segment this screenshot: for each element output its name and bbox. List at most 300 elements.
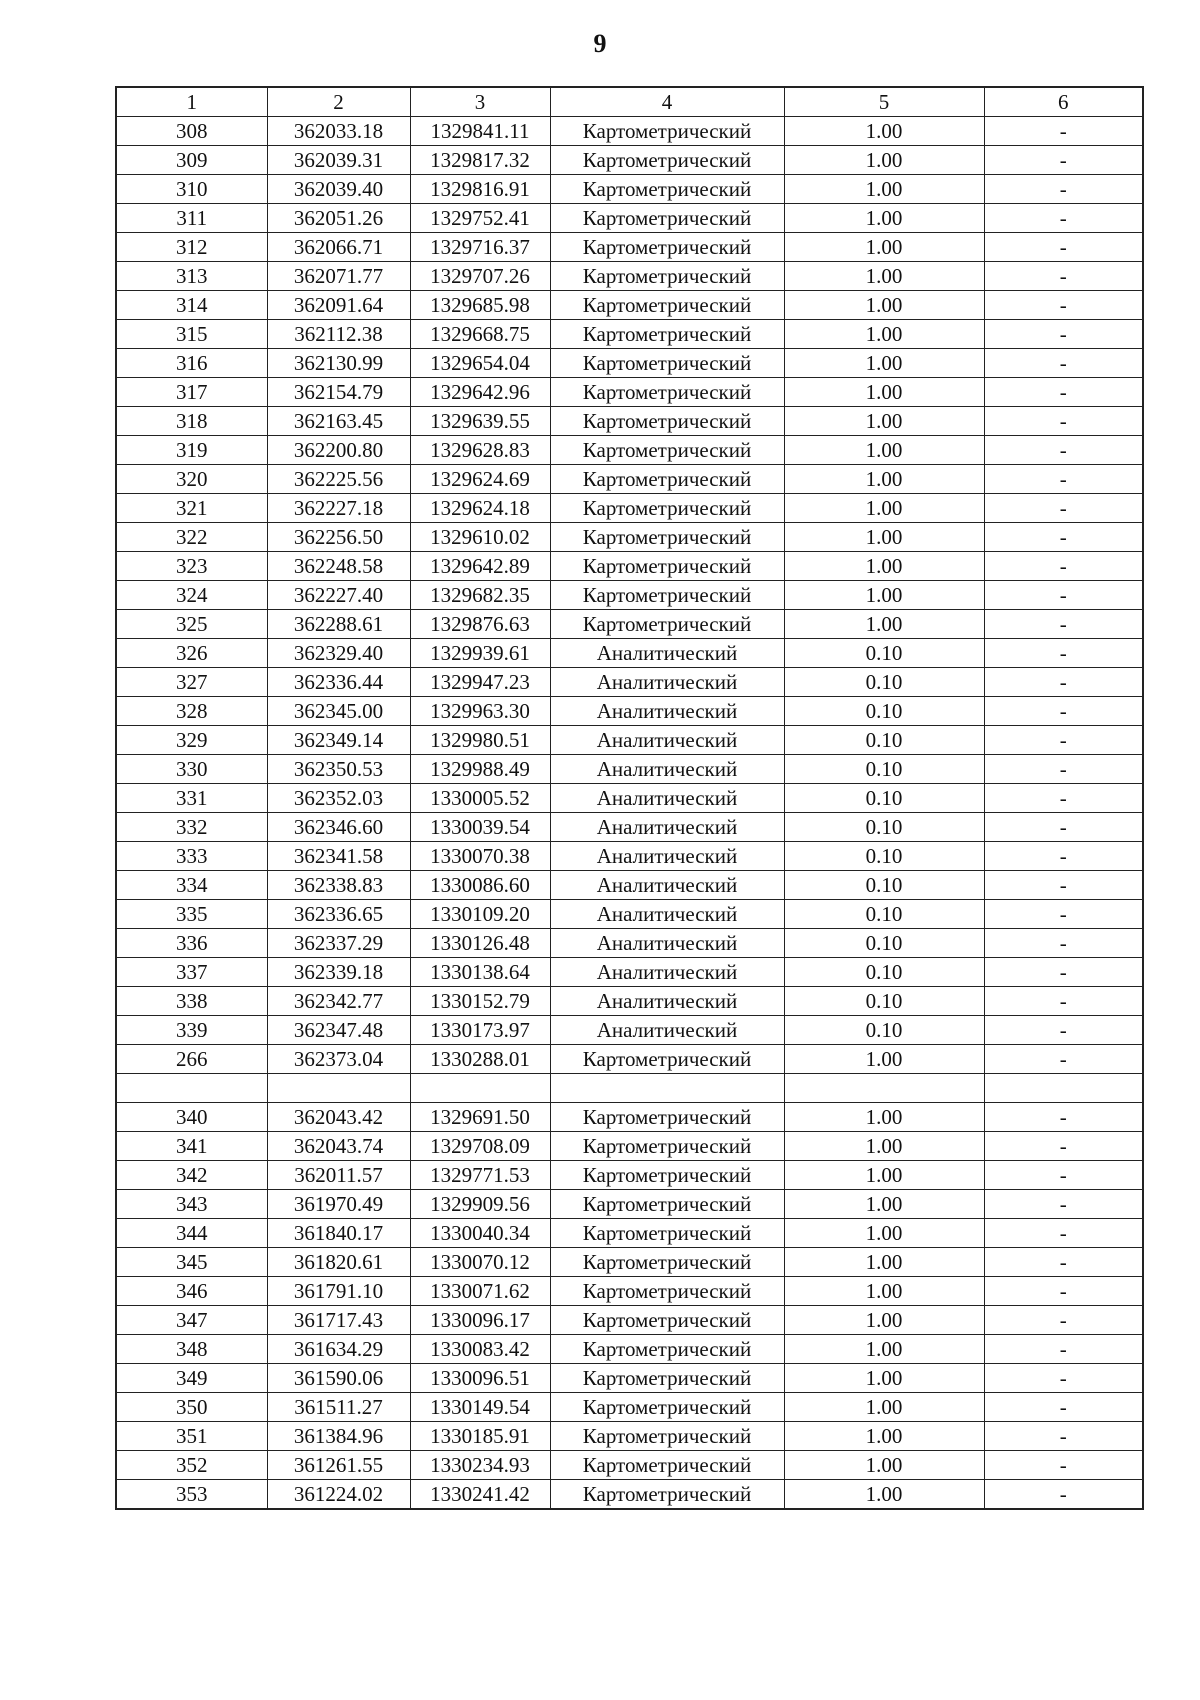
description-cell: - bbox=[984, 871, 1143, 900]
accuracy-cell: 0.10 bbox=[784, 726, 984, 755]
y-coordinate-cell: 1330138.64 bbox=[410, 958, 550, 987]
x-coordinate-cell: 361261.55 bbox=[267, 1451, 410, 1480]
table-row bbox=[116, 117, 1143, 146]
point-number-cell: 313 bbox=[116, 262, 267, 291]
x-coordinate-cell: 362248.58 bbox=[267, 552, 410, 581]
table-row bbox=[116, 813, 1143, 842]
description-cell: - bbox=[984, 900, 1143, 929]
point-number-cell: 347 bbox=[116, 1306, 267, 1335]
x-coordinate-cell: 362039.31 bbox=[267, 146, 410, 175]
x-coordinate-cell: 362091.64 bbox=[267, 291, 410, 320]
point-number-cell: 324 bbox=[116, 581, 267, 610]
y-coordinate-cell: 1330185.91 bbox=[410, 1422, 550, 1451]
x-coordinate-cell: 361590.06 bbox=[267, 1364, 410, 1393]
point-number-cell: 328 bbox=[116, 697, 267, 726]
method-cell: Картометрический bbox=[550, 146, 784, 175]
table-row bbox=[116, 262, 1143, 291]
point-number-cell: 329 bbox=[116, 726, 267, 755]
accuracy-cell: 0.10 bbox=[784, 813, 984, 842]
y-coordinate-cell: 1329947.23 bbox=[410, 668, 550, 697]
point-number-cell: 335 bbox=[116, 900, 267, 929]
method-cell: Картометрический bbox=[550, 1190, 784, 1219]
table-row bbox=[116, 842, 1143, 871]
description-cell: - bbox=[984, 987, 1143, 1016]
table-row bbox=[116, 900, 1143, 929]
accuracy-cell: 1.00 bbox=[784, 1190, 984, 1219]
x-coordinate-cell: 362256.50 bbox=[267, 523, 410, 552]
table-row bbox=[116, 378, 1143, 407]
description-cell: - bbox=[984, 639, 1143, 668]
x-coordinate-cell bbox=[267, 1074, 410, 1103]
accuracy-cell: 1.00 bbox=[784, 1103, 984, 1132]
point-number-cell: 308 bbox=[116, 117, 267, 146]
y-coordinate-cell: 1329771.53 bbox=[410, 1161, 550, 1190]
accuracy-cell: 1.00 bbox=[784, 1219, 984, 1248]
table-row bbox=[116, 1451, 1143, 1480]
accuracy-cell: 1.00 bbox=[784, 407, 984, 436]
point-number-cell: 351 bbox=[116, 1422, 267, 1451]
point-number-cell: 311 bbox=[116, 204, 267, 233]
table-row bbox=[116, 1161, 1143, 1190]
table-row bbox=[116, 610, 1143, 639]
y-coordinate-cell: 1329691.50 bbox=[410, 1103, 550, 1132]
method-cell: Аналитический bbox=[550, 958, 784, 987]
point-number-cell: 326 bbox=[116, 639, 267, 668]
method-cell: Аналитический bbox=[550, 987, 784, 1016]
description-cell: - bbox=[984, 610, 1143, 639]
point-number-cell: 316 bbox=[116, 349, 267, 378]
description-cell: - bbox=[984, 1480, 1143, 1510]
method-cell: Картометрический bbox=[550, 262, 784, 291]
description-cell: - bbox=[984, 755, 1143, 784]
method-cell: Аналитический bbox=[550, 842, 784, 871]
method-cell: Аналитический bbox=[550, 900, 784, 929]
description-cell: - bbox=[984, 146, 1143, 175]
table-row bbox=[116, 1016, 1143, 1045]
accuracy-cell: 0.10 bbox=[784, 639, 984, 668]
method-cell: Картометрический bbox=[550, 233, 784, 262]
method-cell: Картометрический bbox=[550, 436, 784, 465]
description-cell: - bbox=[984, 1248, 1143, 1277]
point-number-cell: 344 bbox=[116, 1219, 267, 1248]
method-cell: Картометрический bbox=[550, 407, 784, 436]
x-coordinate-cell: 362337.29 bbox=[267, 929, 410, 958]
point-number-cell: 341 bbox=[116, 1132, 267, 1161]
column-header-5: 5 bbox=[784, 87, 984, 117]
method-cell: Картометрический bbox=[550, 1480, 784, 1510]
column-header-2: 2 bbox=[267, 87, 410, 117]
y-coordinate-cell: 1330086.60 bbox=[410, 871, 550, 900]
x-coordinate-cell: 361791.10 bbox=[267, 1277, 410, 1306]
y-coordinate-cell: 1330070.12 bbox=[410, 1248, 550, 1277]
table-row bbox=[116, 639, 1143, 668]
table-row bbox=[116, 755, 1143, 784]
description-cell: - bbox=[984, 813, 1143, 842]
description-cell: - bbox=[984, 233, 1143, 262]
accuracy-cell: 1.00 bbox=[784, 1422, 984, 1451]
accuracy-cell: 0.10 bbox=[784, 755, 984, 784]
accuracy-cell: 1.00 bbox=[784, 1045, 984, 1074]
method-cell: Картометрический bbox=[550, 320, 784, 349]
accuracy-cell: 1.00 bbox=[784, 1132, 984, 1161]
y-coordinate-cell: 1329707.26 bbox=[410, 262, 550, 291]
method-cell: Картометрический bbox=[550, 465, 784, 494]
x-coordinate-cell: 362373.04 bbox=[267, 1045, 410, 1074]
accuracy-cell: 1.00 bbox=[784, 465, 984, 494]
point-number-cell: 315 bbox=[116, 320, 267, 349]
table-row bbox=[116, 320, 1143, 349]
y-coordinate-cell: 1329988.49 bbox=[410, 755, 550, 784]
description-cell: - bbox=[984, 1277, 1143, 1306]
y-coordinate-cell: 1329716.37 bbox=[410, 233, 550, 262]
y-coordinate-cell: 1330040.34 bbox=[410, 1219, 550, 1248]
method-cell: Картометрический bbox=[550, 349, 784, 378]
accuracy-cell: 1.00 bbox=[784, 1451, 984, 1480]
description-cell: - bbox=[984, 320, 1143, 349]
table-row bbox=[116, 1480, 1143, 1510]
x-coordinate-cell: 362011.57 bbox=[267, 1161, 410, 1190]
y-coordinate-cell: 1329980.51 bbox=[410, 726, 550, 755]
y-coordinate-cell: 1329654.04 bbox=[410, 349, 550, 378]
point-number-cell: 334 bbox=[116, 871, 267, 900]
table-row bbox=[116, 929, 1143, 958]
accuracy-cell bbox=[784, 1074, 984, 1103]
description-cell: - bbox=[984, 1422, 1143, 1451]
description-cell: - bbox=[984, 407, 1143, 436]
method-cell: Картометрический bbox=[550, 523, 784, 552]
point-number-cell: 353 bbox=[116, 1480, 267, 1510]
table-row bbox=[116, 1045, 1143, 1074]
accuracy-cell: 1.00 bbox=[784, 349, 984, 378]
y-coordinate-cell: 1330234.93 bbox=[410, 1451, 550, 1480]
table-row bbox=[116, 523, 1143, 552]
method-cell: Картометрический bbox=[550, 1103, 784, 1132]
method-cell: Картометрический bbox=[550, 378, 784, 407]
description-cell: - bbox=[984, 349, 1143, 378]
y-coordinate-cell: 1330071.62 bbox=[410, 1277, 550, 1306]
y-coordinate-cell: 1329752.41 bbox=[410, 204, 550, 233]
x-coordinate-cell: 362043.74 bbox=[267, 1132, 410, 1161]
y-coordinate-cell: 1329624.69 bbox=[410, 465, 550, 494]
y-coordinate-cell: 1329816.91 bbox=[410, 175, 550, 204]
method-cell: Картометрический bbox=[550, 1132, 784, 1161]
table-row bbox=[116, 1103, 1143, 1132]
method-cell: Аналитический bbox=[550, 871, 784, 900]
point-number-cell: 333 bbox=[116, 842, 267, 871]
table-body bbox=[116, 117, 1143, 1510]
description-cell: - bbox=[984, 494, 1143, 523]
y-coordinate-cell: 1330005.52 bbox=[410, 784, 550, 813]
x-coordinate-cell: 362339.18 bbox=[267, 958, 410, 987]
table-row bbox=[116, 697, 1143, 726]
table-row bbox=[116, 987, 1143, 1016]
table-row bbox=[116, 233, 1143, 262]
x-coordinate-cell: 362200.80 bbox=[267, 436, 410, 465]
accuracy-cell: 0.10 bbox=[784, 668, 984, 697]
x-coordinate-cell: 362154.79 bbox=[267, 378, 410, 407]
accuracy-cell: 1.00 bbox=[784, 1248, 984, 1277]
method-cell: Аналитический bbox=[550, 1016, 784, 1045]
accuracy-cell: 1.00 bbox=[784, 610, 984, 639]
point-number-cell: 349 bbox=[116, 1364, 267, 1393]
method-cell: Аналитический bbox=[550, 813, 784, 842]
method-cell: Картометрический bbox=[550, 204, 784, 233]
table-row bbox=[116, 1074, 1143, 1103]
method-cell: Картометрический bbox=[550, 1364, 784, 1393]
table-row bbox=[116, 1306, 1143, 1335]
description-cell bbox=[984, 1074, 1143, 1103]
point-number-cell: 332 bbox=[116, 813, 267, 842]
method-cell: Аналитический bbox=[550, 639, 784, 668]
coordinates-table bbox=[115, 86, 1144, 1510]
x-coordinate-cell: 361970.49 bbox=[267, 1190, 410, 1219]
x-coordinate-cell: 361224.02 bbox=[267, 1480, 410, 1510]
point-number-cell: 340 bbox=[116, 1103, 267, 1132]
table-row bbox=[116, 1132, 1143, 1161]
accuracy-cell: 0.10 bbox=[784, 842, 984, 871]
point-number-cell: 342 bbox=[116, 1161, 267, 1190]
table-row bbox=[116, 146, 1143, 175]
point-number-cell: 318 bbox=[116, 407, 267, 436]
description-cell: - bbox=[984, 726, 1143, 755]
accuracy-cell: 1.00 bbox=[784, 1277, 984, 1306]
y-coordinate-cell: 1330173.97 bbox=[410, 1016, 550, 1045]
method-cell: Картометрический bbox=[550, 291, 784, 320]
method-cell: Аналитический bbox=[550, 929, 784, 958]
description-cell: - bbox=[984, 1335, 1143, 1364]
table-row bbox=[116, 1277, 1143, 1306]
accuracy-cell: 1.00 bbox=[784, 494, 984, 523]
y-coordinate-cell: 1329624.18 bbox=[410, 494, 550, 523]
point-number-cell: 314 bbox=[116, 291, 267, 320]
x-coordinate-cell: 361840.17 bbox=[267, 1219, 410, 1248]
y-coordinate-cell: 1329642.96 bbox=[410, 378, 550, 407]
accuracy-cell: 0.10 bbox=[784, 900, 984, 929]
accuracy-cell: 1.00 bbox=[784, 1393, 984, 1422]
method-cell: Картометрический bbox=[550, 1451, 784, 1480]
table-row bbox=[116, 407, 1143, 436]
table-row bbox=[116, 465, 1143, 494]
y-coordinate-cell: 1330149.54 bbox=[410, 1393, 550, 1422]
accuracy-cell: 1.00 bbox=[784, 117, 984, 146]
y-coordinate-cell: 1330126.48 bbox=[410, 929, 550, 958]
description-cell: - bbox=[984, 378, 1143, 407]
table-row bbox=[116, 436, 1143, 465]
accuracy-cell: 0.10 bbox=[784, 929, 984, 958]
x-coordinate-cell: 361717.43 bbox=[267, 1306, 410, 1335]
y-coordinate-cell: 1329642.89 bbox=[410, 552, 550, 581]
x-coordinate-cell: 362033.18 bbox=[267, 117, 410, 146]
point-number-cell: 346 bbox=[116, 1277, 267, 1306]
x-coordinate-cell: 362130.99 bbox=[267, 349, 410, 378]
y-coordinate-cell: 1330083.42 bbox=[410, 1335, 550, 1364]
description-cell: - bbox=[984, 1393, 1143, 1422]
point-number-cell: 330 bbox=[116, 755, 267, 784]
accuracy-cell: 1.00 bbox=[784, 1480, 984, 1510]
point-number-cell: 322 bbox=[116, 523, 267, 552]
method-cell: Аналитический bbox=[550, 755, 784, 784]
description-cell: - bbox=[984, 1045, 1143, 1074]
description-cell: - bbox=[984, 552, 1143, 581]
description-cell: - bbox=[984, 1451, 1143, 1480]
x-coordinate-cell: 362227.40 bbox=[267, 581, 410, 610]
x-coordinate-cell: 362043.42 bbox=[267, 1103, 410, 1132]
method-cell: Картометрический bbox=[550, 1219, 784, 1248]
y-coordinate-cell: 1330096.51 bbox=[410, 1364, 550, 1393]
accuracy-cell: 1.00 bbox=[784, 291, 984, 320]
description-cell: - bbox=[984, 117, 1143, 146]
point-number-cell: 327 bbox=[116, 668, 267, 697]
y-coordinate-cell: 1330241.42 bbox=[410, 1480, 550, 1510]
y-coordinate-cell: 1330288.01 bbox=[410, 1045, 550, 1074]
table-header-row bbox=[116, 87, 1143, 117]
x-coordinate-cell: 362346.60 bbox=[267, 813, 410, 842]
accuracy-cell: 1.00 bbox=[784, 204, 984, 233]
method-cell: Картометрический bbox=[550, 175, 784, 204]
method-cell: Картометрический bbox=[550, 610, 784, 639]
point-number-cell: 350 bbox=[116, 1393, 267, 1422]
y-coordinate-cell bbox=[410, 1074, 550, 1103]
description-cell: - bbox=[984, 1364, 1143, 1393]
y-coordinate-cell: 1329963.30 bbox=[410, 697, 550, 726]
x-coordinate-cell: 362066.71 bbox=[267, 233, 410, 262]
accuracy-cell: 1.00 bbox=[784, 436, 984, 465]
point-number-cell: 320 bbox=[116, 465, 267, 494]
x-coordinate-cell: 361511.27 bbox=[267, 1393, 410, 1422]
column-header-6: 6 bbox=[984, 87, 1143, 117]
y-coordinate-cell: 1329610.02 bbox=[410, 523, 550, 552]
point-number-cell: 323 bbox=[116, 552, 267, 581]
y-coordinate-cell: 1330109.20 bbox=[410, 900, 550, 929]
x-coordinate-cell: 362347.48 bbox=[267, 1016, 410, 1045]
method-cell: Аналитический bbox=[550, 697, 784, 726]
accuracy-cell: 1.00 bbox=[784, 233, 984, 262]
method-cell: Картометрический bbox=[550, 1422, 784, 1451]
x-coordinate-cell: 361384.96 bbox=[267, 1422, 410, 1451]
y-coordinate-cell: 1329817.32 bbox=[410, 146, 550, 175]
point-number-cell: 266 bbox=[116, 1045, 267, 1074]
table-row bbox=[116, 552, 1143, 581]
table-row bbox=[116, 175, 1143, 204]
accuracy-cell: 1.00 bbox=[784, 1306, 984, 1335]
x-coordinate-cell: 362338.83 bbox=[267, 871, 410, 900]
table-row bbox=[116, 349, 1143, 378]
point-number-cell: 319 bbox=[116, 436, 267, 465]
accuracy-cell: 0.10 bbox=[784, 1016, 984, 1045]
x-coordinate-cell: 362071.77 bbox=[267, 262, 410, 291]
description-cell: - bbox=[984, 668, 1143, 697]
point-number-cell: 325 bbox=[116, 610, 267, 639]
description-cell: - bbox=[984, 581, 1143, 610]
point-number-cell: 343 bbox=[116, 1190, 267, 1219]
description-cell: - bbox=[984, 204, 1143, 233]
y-coordinate-cell: 1330039.54 bbox=[410, 813, 550, 842]
y-coordinate-cell: 1329639.55 bbox=[410, 407, 550, 436]
description-cell: - bbox=[984, 1219, 1143, 1248]
point-number-cell: 338 bbox=[116, 987, 267, 1016]
description-cell: - bbox=[984, 784, 1143, 813]
accuracy-cell: 0.10 bbox=[784, 987, 984, 1016]
table-row bbox=[116, 1393, 1143, 1422]
point-number-cell: 321 bbox=[116, 494, 267, 523]
accuracy-cell: 0.10 bbox=[784, 697, 984, 726]
x-coordinate-cell: 362163.45 bbox=[267, 407, 410, 436]
point-number-cell: 312 bbox=[116, 233, 267, 262]
table-row bbox=[116, 1364, 1143, 1393]
description-cell: - bbox=[984, 1161, 1143, 1190]
accuracy-cell: 1.00 bbox=[784, 378, 984, 407]
accuracy-cell: 0.10 bbox=[784, 871, 984, 900]
x-coordinate-cell: 362341.58 bbox=[267, 842, 410, 871]
description-cell: - bbox=[984, 291, 1143, 320]
y-coordinate-cell: 1329708.09 bbox=[410, 1132, 550, 1161]
table-row bbox=[116, 1190, 1143, 1219]
y-coordinate-cell: 1329685.98 bbox=[410, 291, 550, 320]
method-cell: Картометрический bbox=[550, 1335, 784, 1364]
table-row bbox=[116, 1335, 1143, 1364]
accuracy-cell: 1.00 bbox=[784, 1161, 984, 1190]
table-row bbox=[116, 668, 1143, 697]
x-coordinate-cell: 362350.53 bbox=[267, 755, 410, 784]
table-row bbox=[116, 494, 1143, 523]
description-cell: - bbox=[984, 523, 1143, 552]
accuracy-cell: 1.00 bbox=[784, 581, 984, 610]
accuracy-cell: 1.00 bbox=[784, 1364, 984, 1393]
method-cell: Картометрический bbox=[550, 1277, 784, 1306]
method-cell: Картометрический bbox=[550, 1393, 784, 1422]
accuracy-cell: 1.00 bbox=[784, 320, 984, 349]
y-coordinate-cell: 1330152.79 bbox=[410, 987, 550, 1016]
x-coordinate-cell: 362112.38 bbox=[267, 320, 410, 349]
accuracy-cell: 1.00 bbox=[784, 175, 984, 204]
x-coordinate-cell: 362342.77 bbox=[267, 987, 410, 1016]
description-cell: - bbox=[984, 262, 1143, 291]
column-header-1: 1 bbox=[116, 87, 267, 117]
table-row bbox=[116, 1422, 1143, 1451]
x-coordinate-cell: 362051.26 bbox=[267, 204, 410, 233]
point-number-cell: 339 bbox=[116, 1016, 267, 1045]
method-cell: Картометрический bbox=[550, 581, 784, 610]
accuracy-cell: 1.00 bbox=[784, 1335, 984, 1364]
description-cell: - bbox=[984, 929, 1143, 958]
point-number-cell: 317 bbox=[116, 378, 267, 407]
x-coordinate-cell: 361820.61 bbox=[267, 1248, 410, 1277]
x-coordinate-cell: 362227.18 bbox=[267, 494, 410, 523]
method-cell bbox=[550, 1074, 784, 1103]
y-coordinate-cell: 1329939.61 bbox=[410, 639, 550, 668]
method-cell: Картометрический bbox=[550, 1306, 784, 1335]
description-cell: - bbox=[984, 1132, 1143, 1161]
y-coordinate-cell: 1329668.75 bbox=[410, 320, 550, 349]
x-coordinate-cell: 362336.44 bbox=[267, 668, 410, 697]
method-cell: Картометрический bbox=[550, 1248, 784, 1277]
description-cell: - bbox=[984, 1103, 1143, 1132]
column-header-4: 4 bbox=[550, 87, 784, 117]
x-coordinate-cell: 362349.14 bbox=[267, 726, 410, 755]
method-cell: Аналитический bbox=[550, 784, 784, 813]
y-coordinate-cell: 1329682.35 bbox=[410, 581, 550, 610]
point-number-cell: 336 bbox=[116, 929, 267, 958]
table-row bbox=[116, 784, 1143, 813]
accuracy-cell: 0.10 bbox=[784, 784, 984, 813]
x-coordinate-cell: 362336.65 bbox=[267, 900, 410, 929]
point-number-cell: 337 bbox=[116, 958, 267, 987]
point-number-cell: 352 bbox=[116, 1451, 267, 1480]
point-number-cell: 310 bbox=[116, 175, 267, 204]
point-number-cell: 309 bbox=[116, 146, 267, 175]
table-row bbox=[116, 581, 1143, 610]
table-row bbox=[116, 871, 1143, 900]
